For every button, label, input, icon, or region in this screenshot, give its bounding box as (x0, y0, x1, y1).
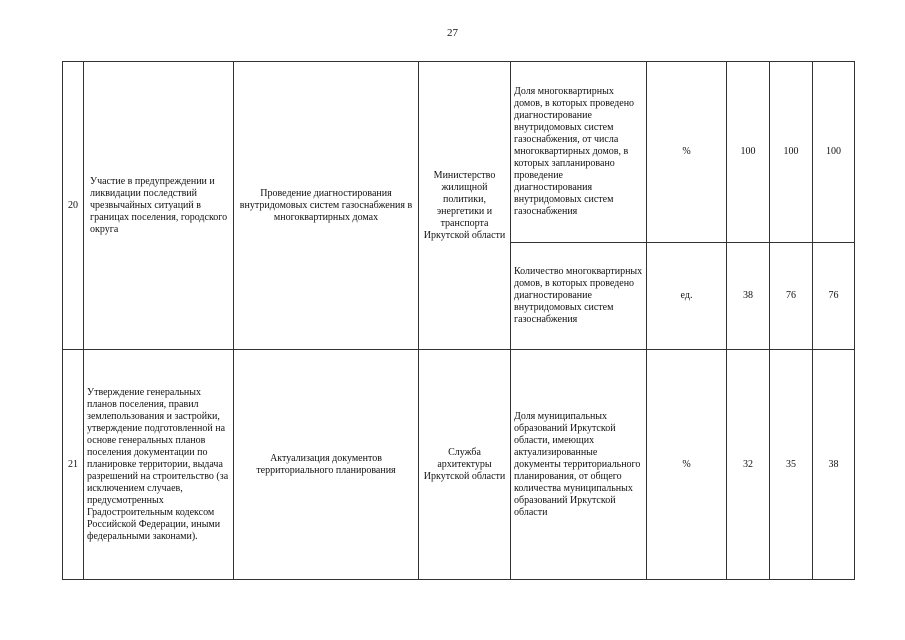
indicator-value-2: 100 (770, 62, 813, 243)
goal-cell: Утверждение генеральных планов поселения, правил землепользования и застройки, утверждение подготовленной на основе генеральных планов поселения документации по планировке территории, выдача разрешений на строительство (за исключением случаев, предусмотренных Градостроительным кодексом Российской Федерации, иными федеральными законами). (84, 350, 234, 580)
indicator-name: Количество многоквартирных домов, в которых проведено диагностирование внутридомовых систем газоснабжения (511, 243, 647, 350)
indicator-value-2: 76 (770, 243, 813, 350)
measure-cell: Актуализация документов территориального планирования (234, 350, 419, 580)
indicators-table (62, 61, 855, 580)
row-number: 21 (63, 350, 84, 580)
indicator-unit: % (647, 62, 727, 243)
indicator-name: Доля многоквартирных домов, в которых проведено диагностирование внутридомовых систем газоснабжения, от числа многоквартирных домов, в которых запланировано проведение диагностирования внутридомовых систем газоснабжения (511, 62, 647, 243)
executor-cell: Служба архитектуры Иркутской области (419, 350, 511, 580)
indicator-value-1: 38 (727, 243, 770, 350)
goal-cell: Участие в предупреждении и ликвидации последствий чрезвычайных ситуаций в границах поселения, городского округа (84, 62, 234, 350)
indicator-value-1: 32 (727, 350, 770, 580)
indicator-value-3: 76 (813, 243, 855, 350)
page-number: 27 (447, 27, 458, 39)
measure-cell: Проведение диагностирования внутридомовых систем газоснабжения в многоквартирных домах (234, 62, 419, 350)
indicator-value-2: 35 (770, 350, 813, 580)
indicator-value-1: 100 (727, 62, 770, 243)
indicator-value-3: 100 (813, 62, 855, 243)
table-row (63, 62, 855, 243)
indicator-unit: % (647, 350, 727, 580)
indicator-unit: ед. (647, 243, 727, 350)
table-row (63, 350, 855, 580)
indicator-value-3: 38 (813, 350, 855, 580)
indicator-name: Доля муниципальных образований Иркутской области, имеющих актуализированные документы территориального планирования, от общего количества муниципальных образований Иркутской области (511, 350, 647, 580)
executor-cell: Министерство жилищной политики, энергетики и транспорта Иркутской области (419, 62, 511, 350)
row-number: 20 (63, 62, 84, 350)
